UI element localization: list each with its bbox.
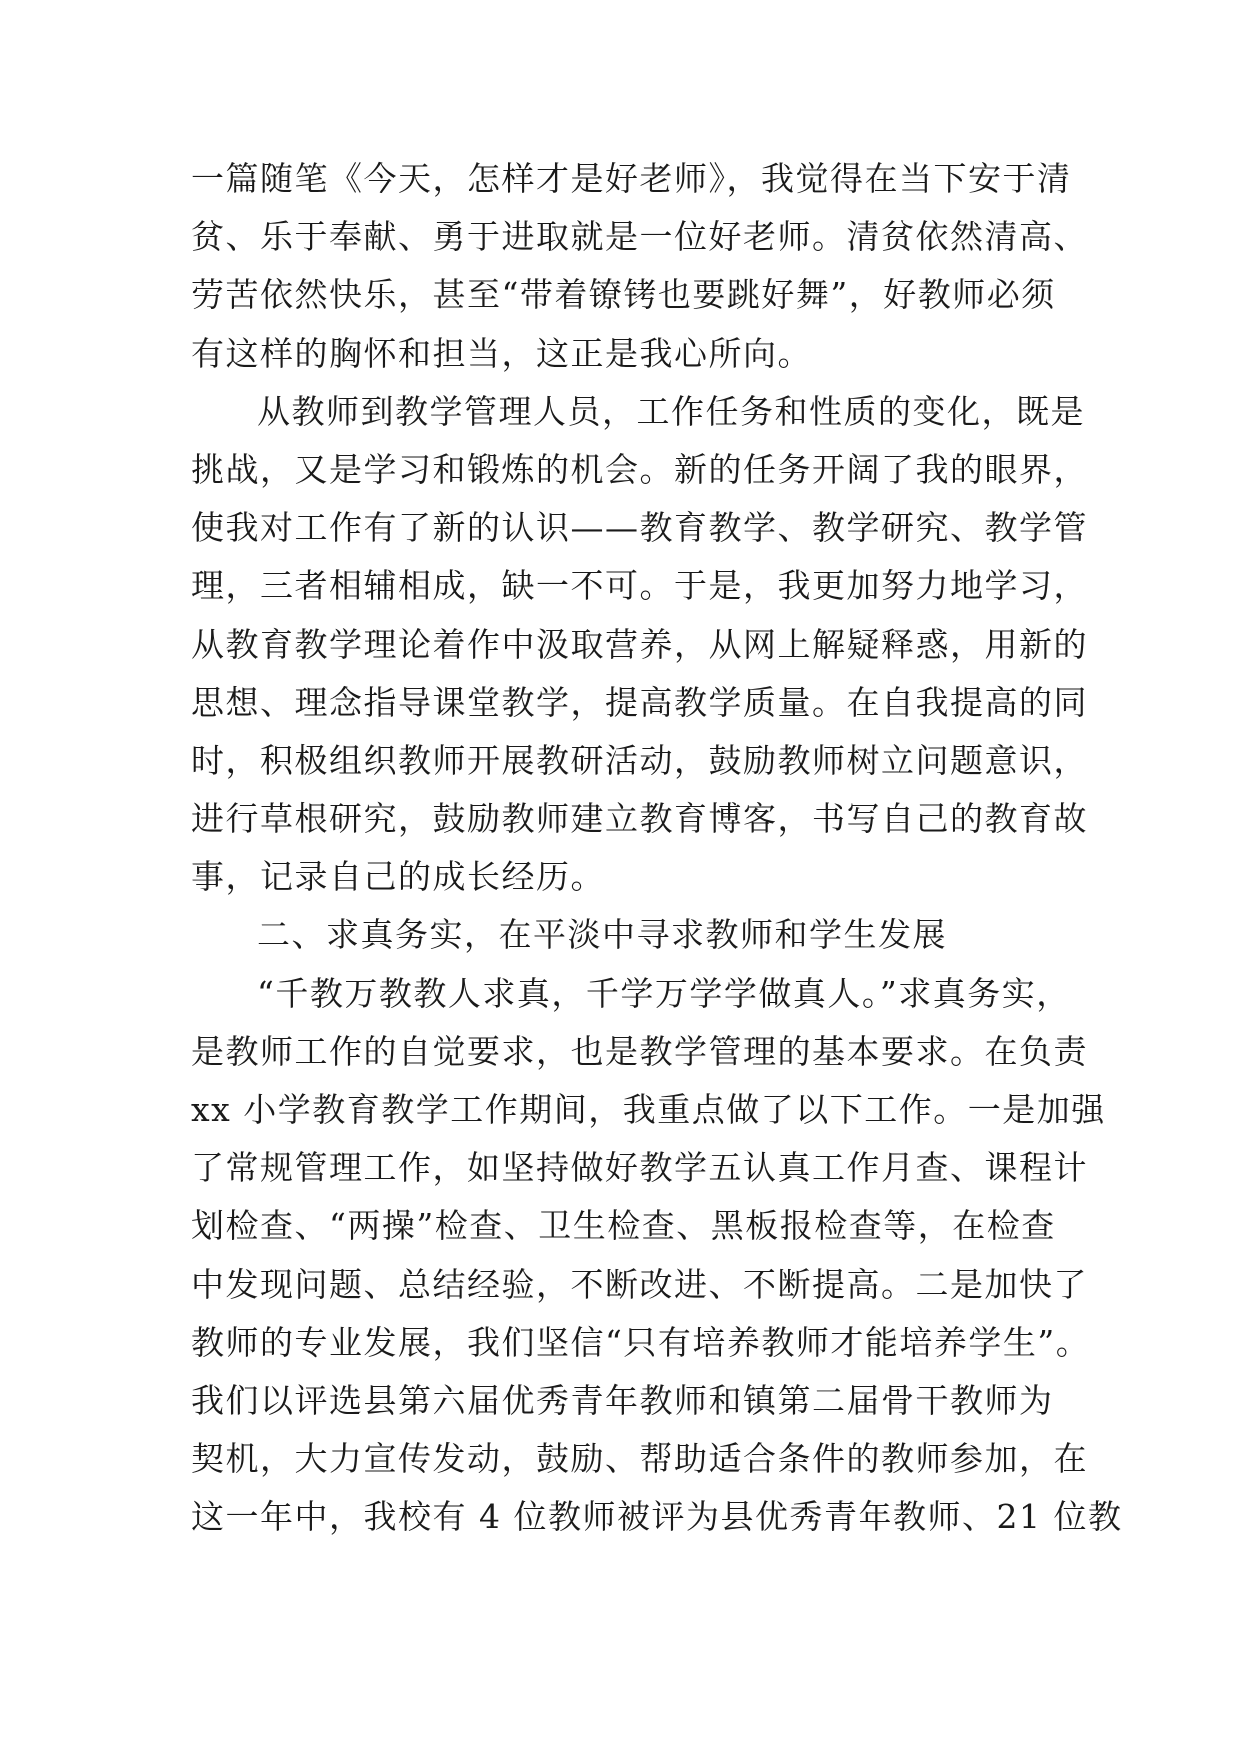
text-line: 契机，大力宣传发动，鼓励、帮助适合条件的教师参加，在 <box>191 1439 1088 1479</box>
text-line: 理，三者相辅相成，缺一不可。于是，我更加努力地学习， <box>191 566 1088 606</box>
text-line: 这一年中，我校有 4 位教师被评为县优秀青年教师、21 位教 <box>191 1497 1123 1537</box>
text-line: 事，记录自己的成长经历。 <box>191 857 605 897</box>
text-line: 是教师工作的自觉要求，也是教学管理的基本要求。在负责 <box>191 1031 1088 1071</box>
text-line: 有这样的胸怀和担当，这正是我心所向。 <box>191 333 812 373</box>
text-line: 挑战，又是学习和锻炼的机会。新的任务开阔了我的眼界， <box>191 449 1088 489</box>
paragraph-first-line: “千教万教教人求真，千学万学学做真人。”求真务实， <box>257 973 1071 1013</box>
text-line: 思想、理念指导课堂教学，提高教学质量。在自我提高的同 <box>191 682 1088 722</box>
text-line: 从教育教学理论着作中汲取营养，从网上解疑释惑，用新的 <box>191 624 1088 664</box>
text-line: xx 小学教育教学工作期间，我重点做了以下工作。一是加强 <box>191 1090 1106 1129</box>
document-body <box>191 150 1123 1547</box>
text-line: 中发现问题、总结经验，不断改进、不断提高。二是加快了 <box>191 1264 1088 1304</box>
text-line: 劳苦依然快乐，甚至“带着镣铐也要跳好舞”，好教师必须 <box>191 275 1056 315</box>
text-line: 贫、乐于奉献、勇于进取就是一位好老师。清贫依然清高、 <box>191 217 1088 257</box>
text-line: 我们以评选县第六届优秀青年教师和镇第二届骨干教师为 <box>191 1380 1054 1420</box>
text-line: 进行草根研究，鼓励教师建立教育博客，书写自己的教育故 <box>191 799 1088 839</box>
text-line: 教师的专业发展，我们坚信“只有培养教师才能培养学生”。 <box>191 1322 1091 1362</box>
text-line: 时，积极组织教师开展教研活动，鼓励教师树立问题意识， <box>191 740 1088 780</box>
text-line: 了常规管理工作，如坚持做好教学五认真工作月查、课程计 <box>191 1148 1088 1188</box>
text-line: 使我对工作有了新的认识——教育教学、教学研究、教学管 <box>191 508 1088 548</box>
text-line: 一篇随笔《今天，怎样才是好老师》，我觉得在当下安于清 <box>191 159 1072 198</box>
text-line: 划检查、“两操”检查、卫生检查、黑板报检查等，在检查 <box>191 1206 1056 1246</box>
section-heading: 二、求真务实，在平淡中寻求教师和学生发展 <box>257 915 947 955</box>
paragraph-first-line: 从教师到教学管理人员，工作任务和性质的变化，既是 <box>257 391 1085 431</box>
